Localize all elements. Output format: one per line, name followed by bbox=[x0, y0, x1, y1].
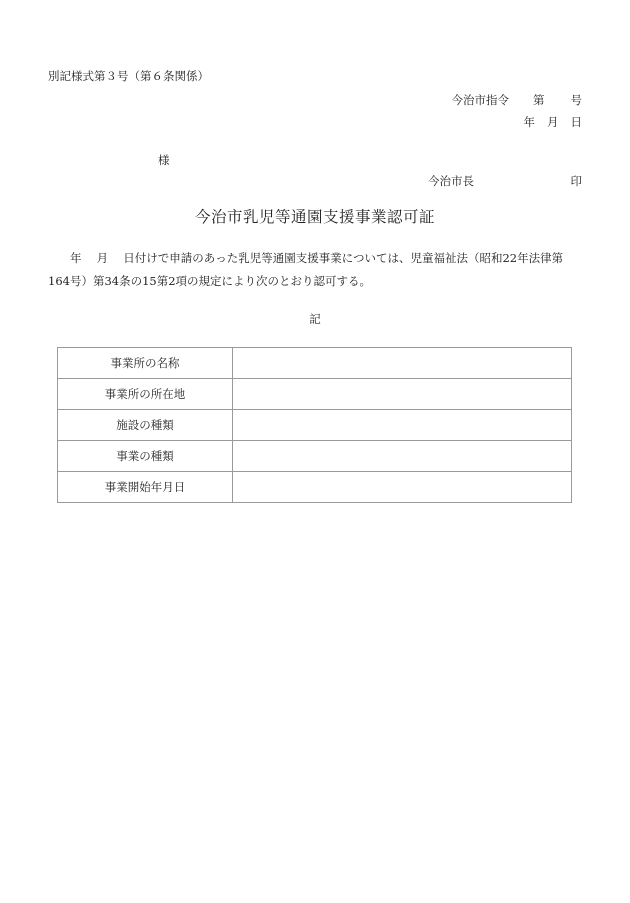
row-label-office-address: 事業所の所在地 bbox=[58, 379, 233, 410]
body-paragraph: 年 月 日付けで申請のあった乳児等通園支援事業については、児童福祉法（昭和22年法律第164号）第34条の15第2項の規定により次のとおり認可する。 bbox=[48, 251, 564, 288]
reference-number bbox=[452, 92, 583, 108]
seal-mark: 印 bbox=[570, 174, 582, 188]
ref-dai: 第 bbox=[533, 93, 545, 107]
row-label-business-type: 事業の種類 bbox=[58, 441, 233, 472]
form-number: 別記様式第３号（第６条関係） bbox=[48, 69, 209, 83]
row-value-facility-type bbox=[233, 410, 572, 441]
row-label-office-name: 事業所の名称 bbox=[58, 348, 233, 379]
table-row bbox=[58, 410, 572, 441]
table-row bbox=[58, 441, 572, 472]
table-row bbox=[58, 472, 572, 503]
addressee-honorific: 様 bbox=[158, 153, 170, 167]
ki-heading: 記 bbox=[309, 312, 321, 326]
document-title: 今治市乳児等通園支援事業認可証 bbox=[194, 208, 435, 226]
row-value-business-type bbox=[233, 441, 572, 472]
date-day: 日 bbox=[570, 115, 582, 129]
row-value-office-address bbox=[233, 379, 572, 410]
row-value-start-date bbox=[233, 472, 572, 503]
issue-date bbox=[524, 114, 583, 130]
row-value-office-name bbox=[233, 348, 572, 379]
table-row bbox=[58, 379, 572, 410]
ref-prefix: 今治市指令 bbox=[451, 93, 509, 107]
date-month: 月 bbox=[547, 115, 559, 129]
issuer-name: 今治市長 bbox=[428, 174, 474, 188]
ref-go: 号 bbox=[570, 93, 582, 107]
row-label-facility-type: 施設の種類 bbox=[58, 410, 233, 441]
row-label-start-date: 事業開始年月日 bbox=[58, 472, 233, 503]
details-table bbox=[57, 347, 572, 503]
table-row bbox=[58, 348, 572, 379]
date-year: 年 bbox=[523, 115, 535, 129]
